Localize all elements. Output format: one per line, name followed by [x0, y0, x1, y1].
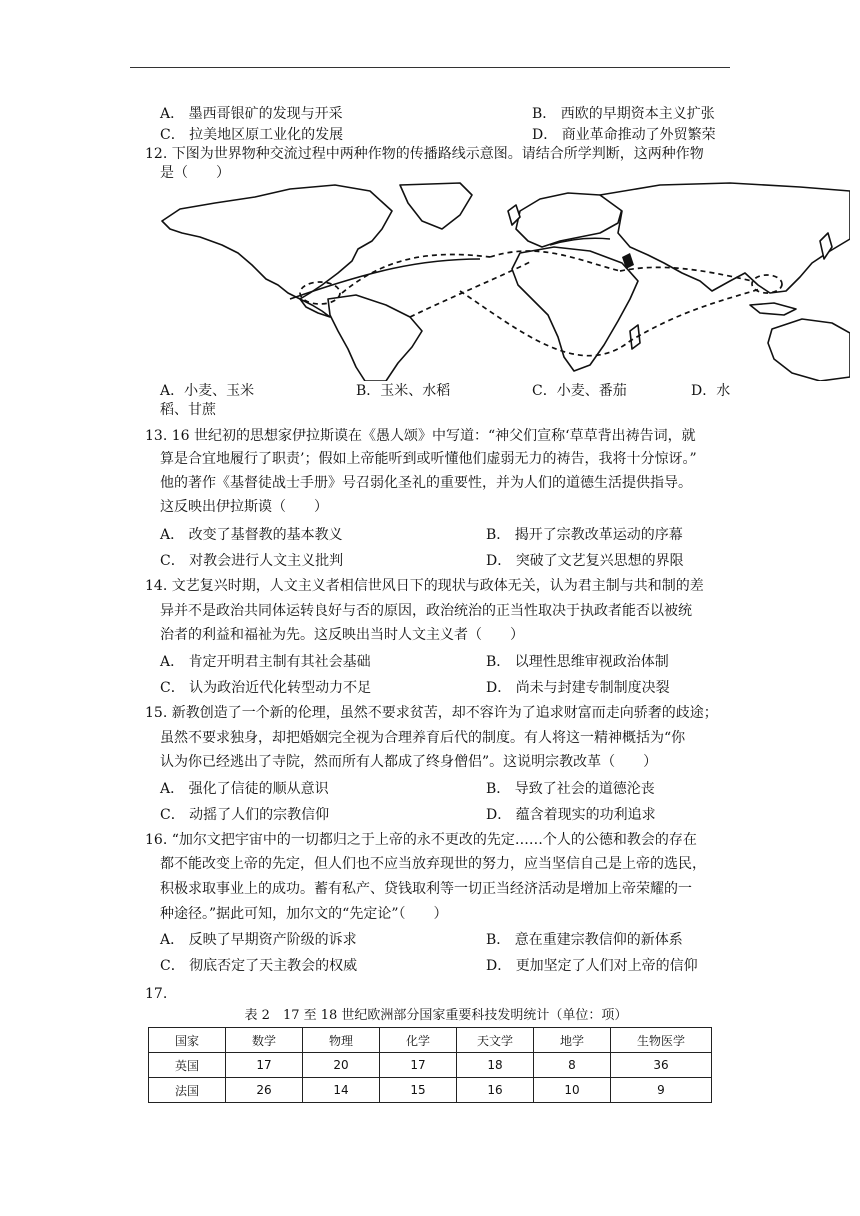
header-cell: 物理 — [303, 1028, 380, 1053]
q16-line-3: 积极求取事业上的成功。蓄有私产、贷钱取利等一切正当经济活动是增加上帝荣耀的一 — [160, 881, 692, 897]
table-caption: 表 2 17 至 18 世纪欧洲部分国家重要科技发明统计（单位：项） — [244, 1008, 628, 1023]
q15-line-1: 15. 新教创造了一个新的伦理，虽然不要求贫苦，却不容许为了追求财富而走向骄奢的歧途； — [145, 705, 718, 721]
q16-line-2: 都不能改变上帝的先定，但人们也不应当放弃现世的努力，应当坚信自己是上帝的选民， — [160, 856, 706, 872]
q13-line-1: 13. 16 世纪初的思想家伊拉斯谟在《愚人颂》中写道：“神父们宣称‘草草背出祷告词，就 — [145, 428, 696, 444]
q11-option-b[interactable]: B． 西欧的早期资本主义扩张 — [532, 106, 715, 122]
table-cell: 26 — [226, 1078, 303, 1103]
header-cell: 生物医学 — [611, 1028, 712, 1053]
q15-option-b[interactable]: B． 导致了社会的道德沦丧 — [486, 781, 655, 797]
table-cell: 英国 — [149, 1053, 226, 1078]
table-cell: 9 — [611, 1078, 712, 1103]
q13-line-2: 算是合宜地履行了职责’；假如上帝能听到或听懂他们虚弱无力的祷告，我将十分惊讶。” — [160, 451, 697, 467]
q12-option-a[interactable]: A．小麦、玉米 — [160, 383, 255, 399]
table-row — [149, 1078, 712, 1103]
q12-option-d-wrap: 稻、甘蔗 — [160, 402, 216, 418]
header-cell: 国家 — [149, 1028, 226, 1053]
table-cell: 15 — [380, 1078, 457, 1103]
q12-option-d[interactable]: D．水 — [691, 383, 731, 399]
q14-option-d[interactable]: D． 尚未与封建专制制度决裂 — [486, 680, 670, 696]
q15-option-a[interactable]: A． 强化了信徒的顺从意识 — [160, 781, 329, 797]
q12-stem-line-1: 12. 下图为世界物种交流过程中两种作物的传播路线示意图。请结合所学判断，这两种作物 — [145, 146, 704, 162]
q11-option-c[interactable]: C． 拉美地区原工业化的发展 — [160, 127, 344, 143]
q13-line-4: 这反映出伊拉斯谟（ ） — [160, 499, 328, 515]
q11-option-a[interactable]: A． 墨西哥银矿的发现与开采 — [160, 106, 343, 122]
table-cell: 20 — [303, 1053, 380, 1078]
q16-option-d[interactable]: D． 更加坚定了人们对上帝的信仰 — [486, 958, 698, 974]
header-cell: 地学 — [534, 1028, 611, 1053]
q16-option-b[interactable]: B． 意在重建宗教信仰的新体系 — [486, 932, 683, 948]
q16-line-1: 16. “加尔文把宇宙中的一切都归之于上帝的永不更改的先定……个人的公德和教会的存在 — [145, 832, 697, 848]
table-cell: 法国 — [149, 1078, 226, 1103]
q12-stem-line-2: 是（ ） — [160, 165, 230, 181]
q12-option-b[interactable]: B．玉米、水稻 — [356, 383, 451, 399]
q16-line-4: 种途径。”据此可知，加尔文的“先定论”（ ） — [160, 906, 448, 922]
q14-line-3: 治者的利益和福祉为先。这反映出当时人文主义者（ ） — [160, 627, 524, 643]
table-cell: 10 — [534, 1078, 611, 1103]
table-header-row — [149, 1028, 712, 1053]
q13-line-3: 他的著作《基督徒战士手册》号召弱化圣礼的重要性，并为人们的道德生活提供指导。 — [160, 475, 692, 491]
q14-option-a[interactable]: A． 肯定开明君主制有其社会基础 — [160, 654, 371, 670]
table-cell: 14 — [303, 1078, 380, 1103]
q15-option-d[interactable]: D． 蕴含着现实的功利追求 — [486, 807, 656, 823]
q14-line-1: 14. 文艺复兴时期，人文主义者相信世风日下的现状与政体无关，认为君主制与共和制的差 — [145, 578, 704, 594]
q15-option-c[interactable]: C． 动摇了人们的宗教信仰 — [160, 807, 330, 823]
table-cell: 8 — [534, 1053, 611, 1078]
q17-number: 17. — [145, 986, 168, 1002]
header-rule — [130, 67, 730, 68]
table-cell: 17 — [380, 1053, 457, 1078]
header-cell: 化学 — [380, 1028, 457, 1053]
invention-statistics-table — [148, 1027, 712, 1103]
q15-line-2: 虽然不要求独身，却把婚姻完全视为合理养育后代的制度。有人将这一精神概括为“你 — [160, 730, 686, 746]
q15-line-3: 认为你已经逃出了寺院，然而所有人都成了终身僧侣”。这说明宗教改革（ ） — [160, 754, 658, 770]
q16-option-a[interactable]: A． 反映了早期资产阶级的诉求 — [160, 932, 357, 948]
q13-option-b[interactable]: B． 揭开了宗教改革运动的序幕 — [486, 527, 683, 543]
q13-option-d[interactable]: D． 突破了文艺复兴思想的界限 — [486, 553, 684, 569]
header-cell: 数学 — [226, 1028, 303, 1053]
q14-option-c[interactable]: C． 认为政治近代化转型动力不足 — [160, 680, 372, 696]
q14-line-2: 异并不是政治共同体运转良好与否的原因，政治统治的正当性取决于执政者能否以被统 — [160, 603, 692, 619]
q13-option-a[interactable]: A． 改变了基督教的基本教义 — [160, 527, 343, 543]
q16-option-c[interactable]: C． 彻底否定了天主教会的权威 — [160, 958, 358, 974]
q13-option-c[interactable]: C． 对教会进行人文主义批判 — [160, 553, 344, 569]
table-cell: 36 — [611, 1053, 712, 1078]
table-cell: 16 — [457, 1078, 534, 1103]
q12-option-c[interactable]: C．小麦、番茄 — [532, 383, 627, 399]
q11-option-d[interactable]: D． 商业革命推动了外贸繁荣 — [532, 127, 716, 143]
world-map-with-dashed-crop-routes-icon — [160, 181, 850, 381]
table-row — [149, 1053, 712, 1078]
header-cell: 天文学 — [457, 1028, 534, 1053]
q14-option-b[interactable]: B． 以理性思维审视政治体制 — [486, 654, 669, 670]
table-cell: 18 — [457, 1053, 534, 1078]
table-cell: 17 — [226, 1053, 303, 1078]
